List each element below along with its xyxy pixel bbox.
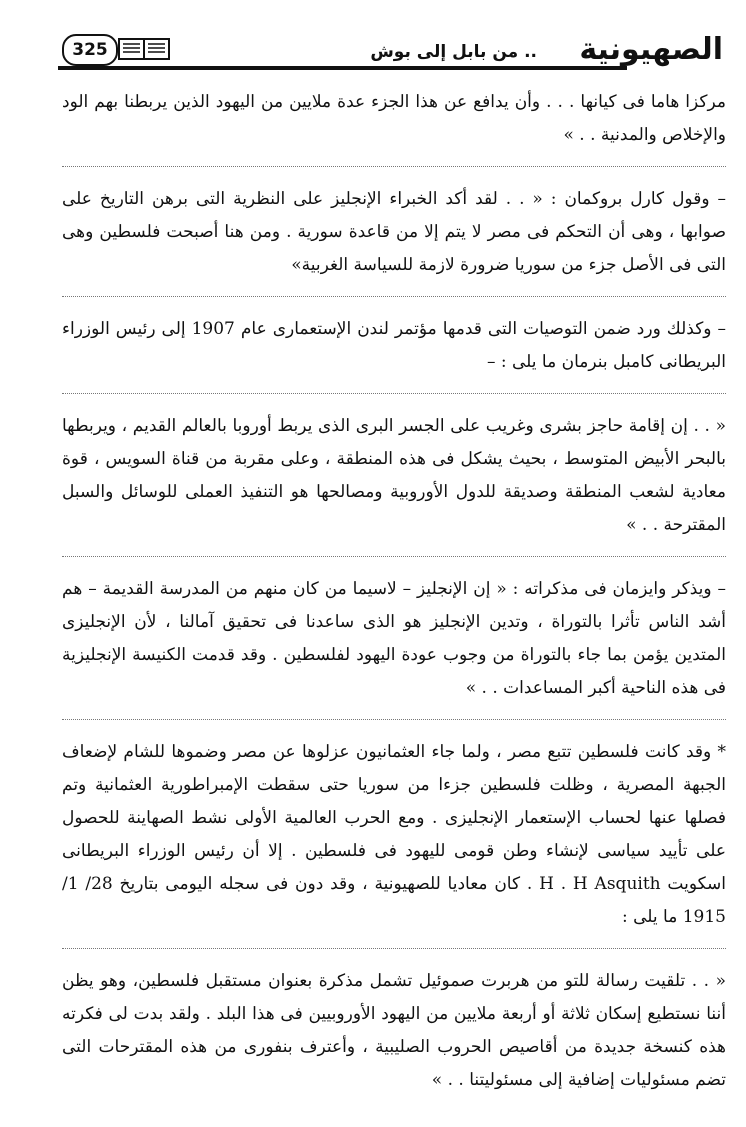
- running-header: [58, 30, 723, 70]
- page-number-badge: [58, 34, 172, 64]
- open-book-icon: [118, 36, 170, 62]
- paragraph: – وقول كارل بروكمان : « . . لقد أكد الخبراء الإنجليز على النظرية التى برهن التاريخ على صوابها ، وهى أن التحكم فى مصر لا يتم إلا من قاعدة سورية . ومن هنا أصبحت فلسطين وهى التى فى الأصل جزء من سوريا ضرورة لازمة للسياسة الغربية»: [62, 183, 726, 297]
- page-body: [62, 86, 726, 1127]
- page-number: 325: [62, 34, 118, 66]
- paragraph: – ويذكر وايزمان فى مذكراته : « إن الإنجليز – لاسيما من كان منهم من المدرسة القديمة – هم أشد الناس تأثرا بالتوراة ، وتدين الإنجليز هو الذى ساعدنا فى تحقيق آمالنا ، لأن الإنجليزى المتدين يؤمن بما جاء بالتوراة من وجوب عودة اليهود لفلسطين . وقد قدمت الكنيسة الإنجليزية فى هذه الناحية أكبر المساعدات . . »: [62, 573, 726, 720]
- paragraph: مركزا هاما فى كيانها . . . وأن يدافع عن هذا الجزء عدة ملايين من اليهود الذين يربطنا بهم الود والإخلاص والمدنية . . »: [62, 86, 726, 167]
- paragraph: – وكذلك ورد ضمن التوصيات التى قدمها مؤتمر لندن الإستعمارى عام 1907 إلى رئيس الوزراء البريطانى كامبل بنرمان ما يلى : –: [62, 313, 726, 394]
- book-title: الصهيونية: [579, 32, 723, 67]
- paragraph: * وقد كانت فلسطين تتبع مصر ، ولما جاء العثمانيون عزلوها عن مصر وضموها للشام لإضعاف الجبهة المصرية ، وظلت فلسطين جزءا من سوريا حتى سقطت الإمبراطورية العثمانية وتم فصلها عنها لحساب الإستعمار الإنجليزى . ومع الحرب العالمية الأولى نشط الصهاينة للحصول على تأييد سياسى لإنشاء وطن قومى لليهود فى فلسطين . إلا أن رئيس الوزراء البريطانى اسكويت H . H Asquith . كان معاديا للصهيونية ، وقد دون فى سجله اليومى بتاريخ 28/ 1/ 1915 ما يلى :: [62, 736, 726, 949]
- header-rule: [58, 66, 627, 70]
- paragraph: « . . تلقيت رسالة للتو من هربرت صموئيل تشمل مذكرة بعنوان مستقبل فلسطين، وهو يظن أننا نستطيع إسكان ثلاثة أو أربعة ملايين من اليهود الأوروبيين فى هذا البلد . ولقد بدت لى فكرته هذه كنسخة جديدة من أقاصيص الحروب الصليبية ، وأعترف بنفورى من هذه المقترحات التى تضم مسئوليات إضافية إلى مسئوليتنا . . »: [62, 971, 726, 1090]
- book-subtitle: .. من بابل إلى بوش: [370, 42, 537, 62]
- paragraph: « . . إن إقامة حاجز بشرى وغريب على الجسر البرى الذى يربط أوروبا بالعالم القديم ، ويربطها بالبحر الأبيض المتوسط ، بحيث يشكل فى هذه المنطقة ، وعلى مقربة من قناة السويس ، قوة معادية لشعب المنطقة وصديقة للدول الأوروبية ومصالحها هو التنفيذ العملى للوسائل والسبل المقترحة . . »: [62, 410, 726, 557]
